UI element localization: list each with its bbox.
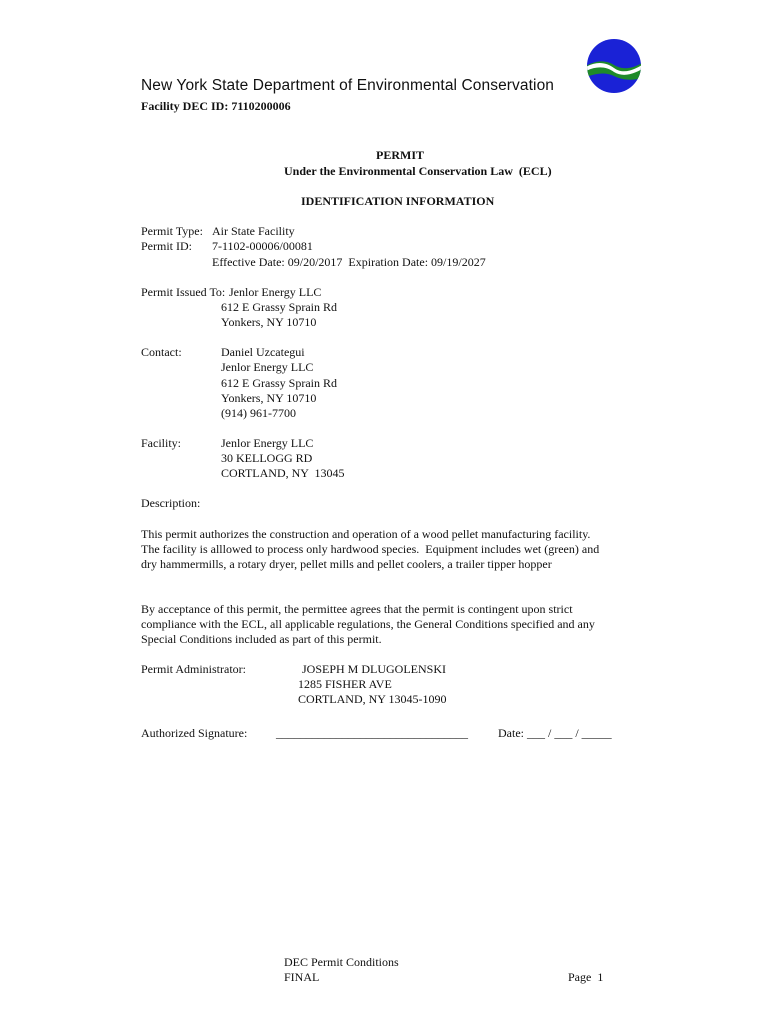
section-heading: IDENTIFICATION INFORMATION (301, 194, 495, 208)
contact-label: Contact: (141, 345, 182, 359)
facility-line: CORTLAND, NY 13045 (221, 466, 345, 480)
permit-type-value: Air State Facility (212, 224, 295, 238)
facility-label: Facility: (141, 436, 181, 450)
page-number: Page 1 (568, 970, 604, 984)
issued-to-line: 612 E Grassy Sprain Rd (221, 300, 337, 314)
facility-dec-id: Facility DEC ID: 7110200006 (141, 99, 291, 113)
signature-label: Authorized Signature: (141, 726, 248, 740)
description-label: Description: (141, 496, 201, 510)
issued-to-line: Jenlor Energy LLC (229, 285, 322, 299)
administrator-line: CORTLAND, NY 13045-1090 (298, 692, 447, 706)
permit-dates: Effective Date: 09/20/2017 Expiration Date: 09/19/2027 (212, 255, 486, 269)
agency-name: New York State Department of Environmental Conservation (141, 77, 555, 94)
administrator-line: 1285 FISHER AVE (298, 677, 392, 691)
acceptance-line: By acceptance of this permit, the permittee agrees that the permit is contingent upon strict (141, 602, 573, 616)
contact-phone: (914) 961-7700 (221, 406, 296, 420)
contact-line: Yonkers, NY 10710 (221, 391, 317, 405)
acceptance-line: compliance with the ECL, all applicable regulations, the General Conditions specified and any (141, 617, 595, 631)
signature-date: Date: ___ / ___ / _____ (498, 726, 612, 740)
dec-globe-logo-icon (586, 38, 642, 94)
description-line: This permit authorizes the construction and operation of a wood pellet manufacturing facility. (141, 527, 591, 541)
contact-line: Jenlor Energy LLC (221, 360, 314, 374)
facility-line: 30 KELLOGG RD (221, 451, 313, 465)
footer-status: FINAL (284, 970, 320, 984)
permit-title: PERMIT (376, 148, 424, 162)
footer-title: DEC Permit Conditions (284, 955, 399, 969)
permit-id-label: Permit ID: (141, 239, 192, 253)
signature-line: ________________________________ (276, 726, 468, 740)
administrator-label: Permit Administrator: (141, 662, 246, 676)
acceptance-line: Special Conditions included as part of this permit. (141, 632, 382, 646)
description-line: dry hammermills, a rotary dryer, pellet mills and pellet coolers, a trailer tipper hopper (141, 557, 552, 571)
facility-line: Jenlor Energy LLC (221, 436, 314, 450)
issued-to-label: Permit Issued To: (141, 285, 226, 299)
contact-line: Daniel Uzcategui (221, 345, 305, 359)
issued-to-line: Yonkers, NY 10710 (221, 315, 317, 329)
permit-id-value: 7-1102-00006/00081 (212, 239, 313, 253)
contact-line: 612 E Grassy Sprain Rd (221, 376, 337, 390)
permit-type-label: Permit Type: (141, 224, 203, 238)
description-line: The facility is alllowed to process only hardwood species. Equipment includes wet (green) and (141, 542, 600, 556)
permit-subtitle: Under the Environmental Conservation Law (ECL) (284, 164, 552, 178)
administrator-name: JOSEPH M DLUGOLENSKI (302, 662, 447, 676)
